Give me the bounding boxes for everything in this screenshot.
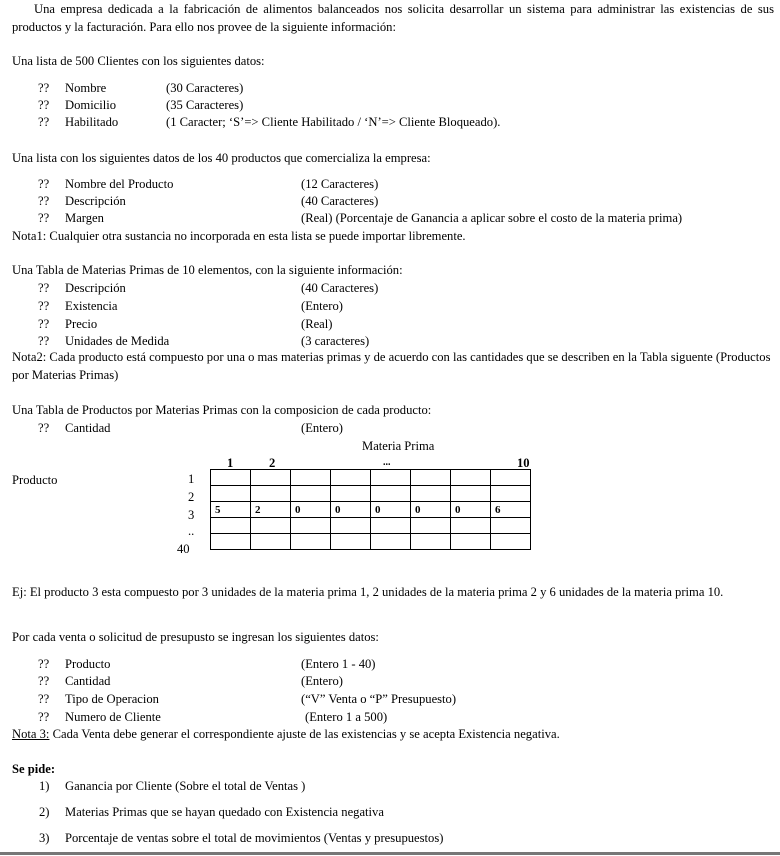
matrix-cell <box>371 470 411 486</box>
row-label: 2 <box>188 490 195 504</box>
nota3-text: Cada Venta debe generar el correspondiente ajuste de las existencias y se acepta Existencia negativa. <box>49 727 560 741</box>
bullet-marker: ?? <box>38 211 50 225</box>
matrix-cell <box>451 470 491 486</box>
field-name: Descripción <box>65 194 126 208</box>
matrix-cell: 0 <box>291 502 331 518</box>
item-text: Materias Primas que se hayan quedado con Existencia negativa <box>65 805 384 819</box>
matrix-cell <box>251 518 291 534</box>
field-name: Precio <box>65 317 98 331</box>
bullet-marker: ?? <box>38 421 50 435</box>
matrix-row <box>211 470 531 486</box>
item-number: 1) <box>39 779 50 793</box>
matrix-cell <box>291 486 331 502</box>
matrix-cell <box>211 518 251 534</box>
matrix-column-title: Materia Prima <box>362 439 435 453</box>
item-number: 3) <box>39 831 50 845</box>
bullet-marker: ?? <box>38 710 50 724</box>
matrix-row <box>211 534 531 550</box>
matrix-cell <box>251 470 291 486</box>
matrix-row <box>211 502 531 518</box>
bullet-marker: ?? <box>38 299 50 313</box>
matrix-cell <box>491 518 531 534</box>
field-desc: (Entero) <box>301 299 343 313</box>
matrix-cell <box>211 534 251 550</box>
matrix-row <box>211 486 531 502</box>
se-pide-title: Se pide: <box>12 762 56 776</box>
field-desc: (Entero) <box>301 421 343 435</box>
matrix-cell <box>491 534 531 550</box>
field-desc: (30 Caracteres) <box>166 81 244 95</box>
bullet-marker: ?? <box>38 317 50 331</box>
matrix-cell <box>291 470 331 486</box>
bottom-divider <box>0 852 780 855</box>
field-desc: (35 Caracteres) <box>166 98 244 112</box>
matrix-cell <box>211 470 251 486</box>
matrix-cell <box>411 518 451 534</box>
matrix-cell: 0 <box>331 502 371 518</box>
matrix-cell <box>331 486 371 502</box>
matrix-cell: 2 <box>251 502 291 518</box>
composicion-title: Una Tabla de Productos por Materias Primas con la composicion de cada producto: <box>12 403 432 417</box>
matrix-cell <box>371 518 411 534</box>
bullet-marker: ?? <box>38 334 50 348</box>
matrix-cell <box>251 534 291 550</box>
matrix-cell: 5 <box>211 502 251 518</box>
bullet-marker: ?? <box>38 692 50 706</box>
field-desc: (Entero 1 - 40) <box>301 657 376 671</box>
matrix-row-title: Producto <box>12 473 58 487</box>
matrix-cell: 6 <box>491 502 531 518</box>
matrix-cell <box>411 486 451 502</box>
nota3-label: Nota 3: <box>12 727 50 741</box>
matrix-cell <box>371 486 411 502</box>
field-name: Cantidad <box>65 421 111 435</box>
field-desc: (Real) <box>301 317 333 331</box>
bullet-marker: ?? <box>38 81 50 95</box>
field-desc: (“V” Venta o “P” Presupuesto) <box>301 692 457 706</box>
field-desc: (Real) (Porcentaje de Ganancia a aplicar sobre el costo de la materia prima) <box>301 211 683 225</box>
matrix-cell: 0 <box>371 502 411 518</box>
clientes-title: Una lista de 500 Clientes con los siguientes datos: <box>12 54 265 68</box>
nota1: Nota1: Cualquier otra sustancia no incorporada en esta lista se puede importar libremente. <box>12 229 466 243</box>
row-label: .. <box>188 524 195 538</box>
field-name: Nombre del Producto <box>65 177 174 191</box>
item-text: Porcentaje de ventas sobre el total de movimientos (Ventas y presupuestos) <box>65 831 444 845</box>
field-name: Nombre <box>65 81 107 95</box>
column-label: ... <box>383 457 391 468</box>
matrix-cell <box>251 486 291 502</box>
matrix-cell <box>491 470 531 486</box>
field-desc: (Entero) <box>301 674 343 688</box>
matrix-cell <box>331 534 371 550</box>
field-name: Unidades de Medida <box>65 334 170 348</box>
bullet-marker: ?? <box>38 281 50 295</box>
field-desc: (40 Caracteres) <box>301 194 379 208</box>
matrix-cell <box>451 486 491 502</box>
row-label: 40 <box>177 542 190 556</box>
matrix-cell <box>331 518 371 534</box>
composition-matrix <box>210 469 531 550</box>
matrix-cell <box>411 534 451 550</box>
field-name: Margen <box>65 211 104 225</box>
bullet-marker: ?? <box>38 674 50 688</box>
field-name: Tipo de Operacion <box>65 692 159 706</box>
field-name: Existencia <box>65 299 118 313</box>
field-name: Habilitado <box>65 115 119 129</box>
bullet-marker: ?? <box>38 98 50 112</box>
materias-title: Una Tabla de Materias Primas de 10 elementos, con la siguiente información: <box>12 263 403 277</box>
bullet-marker: ?? <box>38 115 50 129</box>
matrix-cell <box>411 470 451 486</box>
bullet-marker: ?? <box>38 194 50 208</box>
matrix-row <box>211 518 531 534</box>
bullet-marker: ?? <box>38 657 50 671</box>
matrix-cell <box>331 470 371 486</box>
bullet-marker: ?? <box>38 177 50 191</box>
column-label: 2 <box>269 456 276 470</box>
field-name: Domicilio <box>65 98 117 112</box>
column-label: 1 <box>227 456 234 470</box>
field-name: Producto <box>65 657 111 671</box>
matrix-cell <box>291 534 331 550</box>
matrix-cell: 0 <box>411 502 451 518</box>
field-desc: (3 caracteres) <box>301 334 370 348</box>
row-label: 3 <box>188 508 195 522</box>
matrix-cell <box>451 518 491 534</box>
productos-title: Una lista con los siguientes datos de los 40 productos que comercializa la empresa: <box>12 151 431 165</box>
item-text: Ganancia por Cliente (Sobre el total de Ventas ) <box>65 779 306 793</box>
row-label: 1 <box>188 472 195 486</box>
item-number: 2) <box>39 805 50 819</box>
field-name: Numero de Cliente <box>65 710 161 724</box>
field-desc: (1 Caracter; ‘S’=> Cliente Habilitado / ‘N’=> Cliente Bloqueado). <box>166 115 501 129</box>
nota2: Nota2: Cada producto está compuesto por una o mas materias primas y de acuerdo con las cantidades que se describen en la Tabla siguente (Productos por Materias Primas) <box>12 350 771 382</box>
ventas-title: Por cada venta o solicitud de presupusto se ingresan los siguientes datos: <box>12 630 379 644</box>
field-desc: (Entero 1 a 500) <box>305 710 388 724</box>
intro-paragraph: Una empresa dedicada a la fabricación de alimentos balanceados nos solicita desarrollar un sistema para administrar las existencias de sus productos y la facturación. Para ello nos provee de la siguiente información: <box>12 2 774 34</box>
matrix-cell <box>371 534 411 550</box>
matrix-cell <box>211 486 251 502</box>
field-name: Descripción <box>65 281 126 295</box>
nota3 <box>12 726 560 744</box>
matrix-cell <box>291 518 331 534</box>
example-paragraph: Ej: El producto 3 esta compuesto por 3 unidades de la materia prima 1, 2 unidades de la materia prima 2 y 6 unidades de la materia prima 10. <box>12 585 724 599</box>
field-desc: (40 Caracteres) <box>301 281 379 295</box>
column-label: 10 <box>517 456 530 470</box>
matrix-cell: 0 <box>451 502 491 518</box>
matrix-cell <box>491 486 531 502</box>
matrix-cell <box>451 534 491 550</box>
field-name: Cantidad <box>65 674 111 688</box>
field-desc: (12 Caracteres) <box>301 177 379 191</box>
